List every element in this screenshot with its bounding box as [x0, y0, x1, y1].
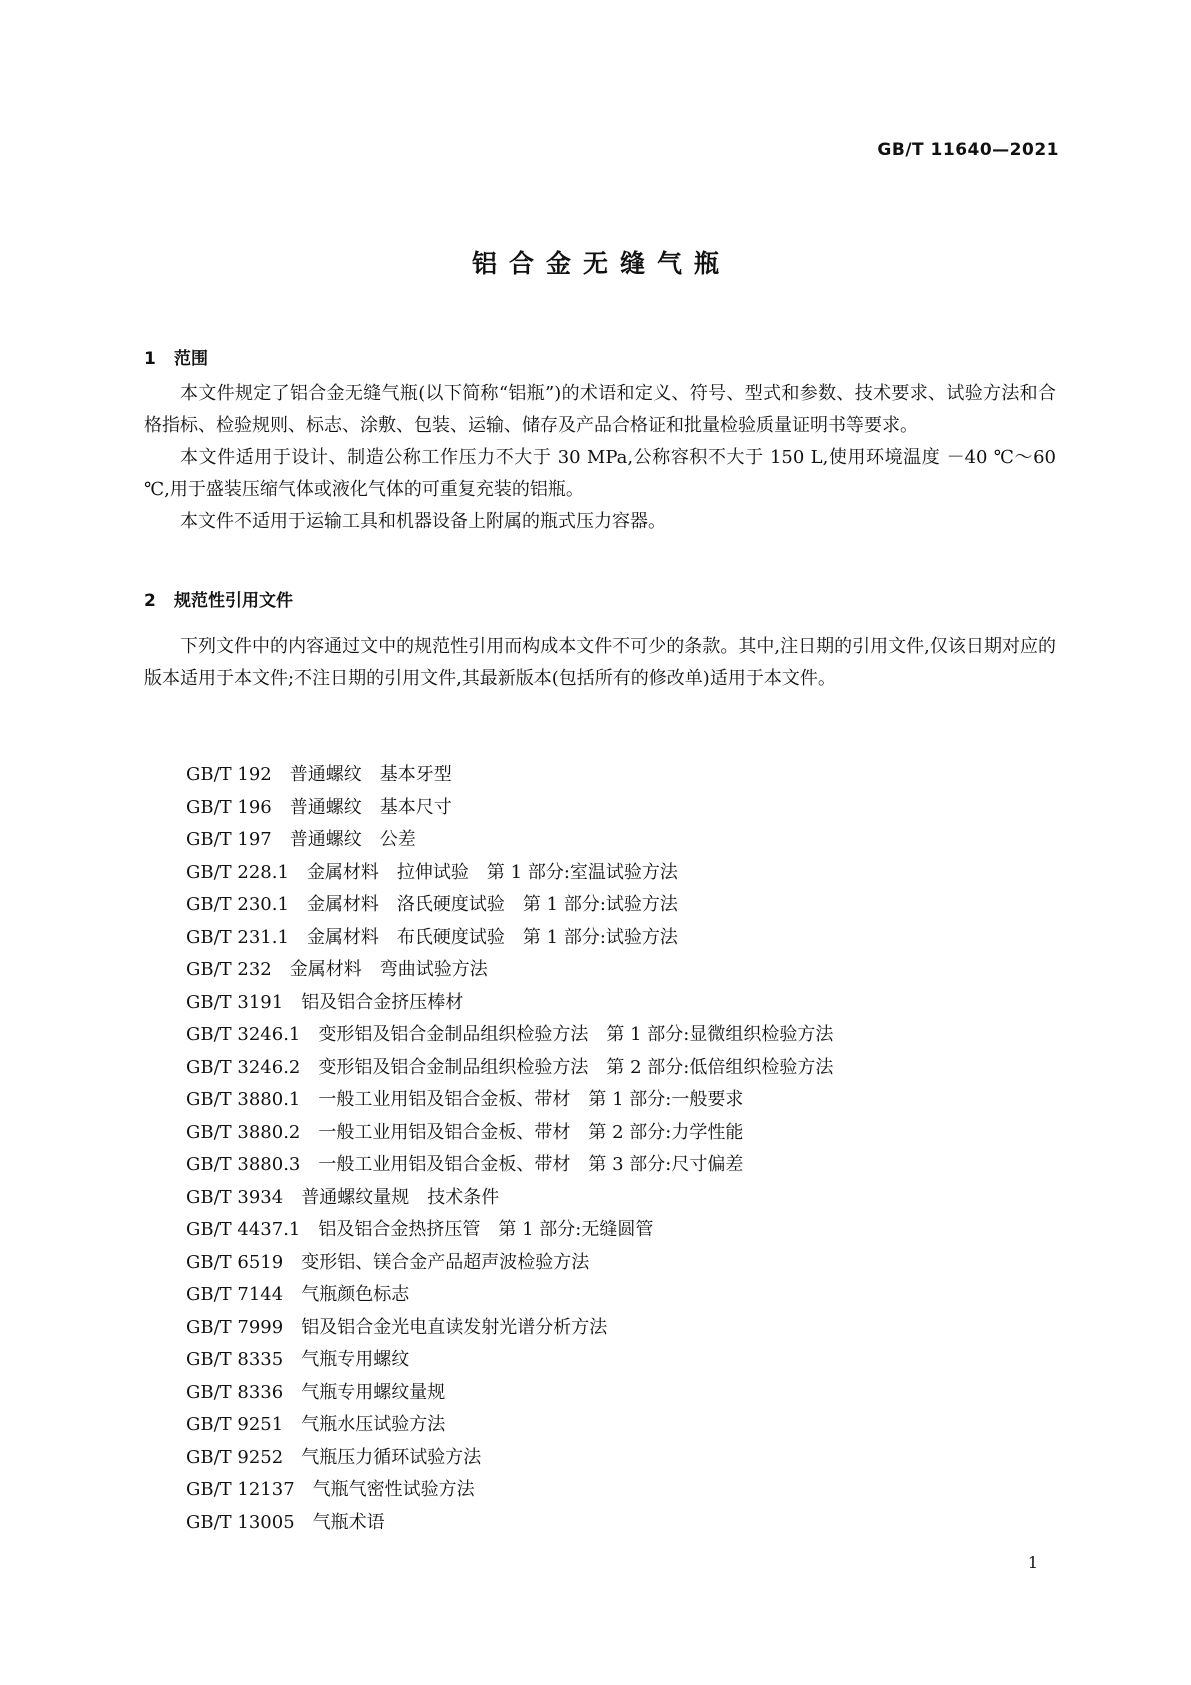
reference-code: GB/T 8336: [186, 1381, 284, 1403]
section-number: 2: [144, 591, 156, 611]
reference-title: 金属材料 弯曲试验方法: [289, 959, 488, 980]
reference-title: 变形铝及铝合金制品组织检验方法 第 2 部分:低倍组织检验方法: [318, 1056, 834, 1078]
reference-title: 气瓶压力循环试验方法: [301, 1446, 482, 1468]
standard-code: GB/T 11640—2021: [877, 140, 1059, 160]
reference-item: [186, 1474, 1066, 1507]
reference-title: 普通螺纹 基本牙型: [289, 764, 452, 785]
reference-code: GB/T 3880.1: [186, 1089, 301, 1110]
reference-title: 铝及铝合金热挤压管 第 1 部分:无缝圆管: [318, 1219, 654, 1240]
reference-item: [186, 1052, 1066, 1085]
reference-code: GB/T 8335: [186, 1349, 284, 1370]
reference-title: 变形铝、镁合金产品超声波检验方法: [301, 1251, 590, 1273]
reference-item: [186, 1117, 1066, 1150]
reference-code: GB/T 4437.1: [186, 1219, 301, 1240]
reference-code: GB/T 230.1: [186, 894, 289, 915]
reference-code: GB/T 7144: [186, 1284, 284, 1305]
reference-title: 金属材料 拉伸试验 第 1 部分:室温试验方法: [306, 861, 678, 883]
reference-title: 一般工业用铝及铝合金板、带材 第 1 部分:一般要求: [318, 1089, 744, 1110]
reference-code: GB/T 3934: [186, 1186, 284, 1208]
reference-title: 金属材料 洛氏硬度试验 第 1 部分:试验方法: [306, 894, 678, 915]
reference-title: 气瓶术语: [312, 1511, 385, 1533]
reference-code: GB/T 6519: [186, 1251, 284, 1273]
reference-code: GB/T 232: [186, 959, 272, 980]
section-title: 规范性引用文件: [174, 591, 293, 611]
reference-code: GB/T 3246.2: [186, 1056, 301, 1078]
reference-item: [186, 792, 1066, 825]
reference-item: [186, 1312, 1066, 1345]
reference-code: GB/T 13005: [186, 1511, 295, 1533]
reference-code: GB/T 228.1: [186, 861, 289, 883]
reference-title: 变形铝及铝合金制品组织检验方法 第 1 部分:显微组织检验方法: [318, 1024, 834, 1045]
reference-title: 普通螺纹量规 技术条件: [301, 1186, 500, 1208]
reference-code: GB/T 12137: [186, 1479, 295, 1500]
reference-item: [186, 824, 1066, 857]
reference-item: [186, 1507, 1066, 1540]
reference-title: 气瓶水压试验方法: [301, 1414, 446, 1435]
reference-item: [186, 1149, 1066, 1182]
reference-code: GB/T 9252: [186, 1446, 284, 1468]
section-2-heading: [144, 586, 293, 611]
reference-list: [186, 759, 1066, 1539]
reference-item: [186, 889, 1066, 922]
section-number: 1: [144, 349, 156, 369]
reference-code: GB/T 231.1: [186, 926, 289, 948]
reference-item: [186, 987, 1066, 1020]
reference-code: GB/T 3246.1: [186, 1024, 301, 1045]
section-1-paragraph: 本文件规定了铝合金无缝气瓶(以下简称“铝瓶”)的术语和定义、符号、型式和参数、技术要求、试验方法和合格指标、检验规则、标志、涂敷、包装、运输、储存及产品合格证和批量检验质量证明书等要求。: [144, 383, 1056, 436]
reference-item: [186, 922, 1066, 955]
section-1-heading: [144, 344, 208, 369]
page-number: 1: [1027, 1553, 1038, 1572]
reference-title: 气瓶专用螺纹量规: [301, 1381, 446, 1403]
reference-title: 普通螺纹 公差: [289, 829, 416, 850]
reference-code: GB/T 9251: [186, 1414, 284, 1435]
reference-item: [186, 759, 1066, 792]
reference-title: 普通螺纹 基本尺寸: [289, 796, 452, 818]
reference-code: GB/T 3191: [186, 991, 284, 1013]
reference-item: [186, 1442, 1066, 1475]
reference-item: [186, 1377, 1066, 1410]
reference-code: GB/T 196: [186, 796, 272, 818]
reference-title: 铝及铝合金光电直读发射光谱分析方法: [301, 1316, 608, 1338]
section-1-paragraph: 本文件适用于设计、制造公称工作压力不大于 30 MPa,公称容积不大于 150 L,使用环境温度 －40 ℃～60 ℃,用于盛装压缩气体或液化气体的可重复充装的铝瓶。: [144, 447, 1056, 500]
reference-item: [186, 954, 1066, 987]
reference-title: 气瓶气密性试验方法: [312, 1479, 475, 1500]
reference-code: GB/T 3880.2: [186, 1121, 301, 1143]
section-1-paragraph: 本文件不适用于运输工具和机器设备上附属的瓶式压力容器。: [180, 511, 666, 532]
reference-item: [186, 1247, 1066, 1280]
reference-title: 一般工业用铝及铝合金板、带材 第 2 部分:力学性能: [318, 1121, 744, 1143]
reference-item: [186, 1279, 1066, 1312]
reference-title: 一般工业用铝及铝合金板、带材 第 3 部分:尺寸偏差: [318, 1154, 744, 1175]
section-title: 范围: [174, 349, 208, 369]
reference-item: [186, 1019, 1066, 1052]
reference-item: [186, 857, 1066, 890]
reference-title: 铝及铝合金挤压棒材: [301, 991, 464, 1013]
reference-title: 金属材料 布氏硬度试验 第 1 部分:试验方法: [306, 926, 678, 948]
reference-item: [186, 1409, 1066, 1442]
reference-item: [186, 1214, 1066, 1247]
reference-item: [186, 1182, 1066, 1215]
reference-code: GB/T 192: [186, 764, 272, 785]
reference-item: [186, 1344, 1066, 1377]
reference-code: GB/T 7999: [186, 1316, 284, 1338]
section-2-paragraph: 下列文件中的内容通过文中的规范性引用而构成本文件不可少的条款。其中,注日期的引用文件,仅该日期对应的版本适用于本文件;不注日期的引用文件,其最新版本(包括所有的修改单)适用于本文件。: [144, 636, 1056, 689]
reference-code: GB/T 197: [186, 829, 272, 850]
reference-code: GB/T 3880.3: [186, 1154, 301, 1175]
reference-title: 气瓶颜色标志: [301, 1284, 410, 1305]
reference-title: 气瓶专用螺纹: [301, 1349, 410, 1370]
reference-item: [186, 1084, 1066, 1117]
document-title: 铝合金无缝气瓶: [471, 249, 731, 278]
